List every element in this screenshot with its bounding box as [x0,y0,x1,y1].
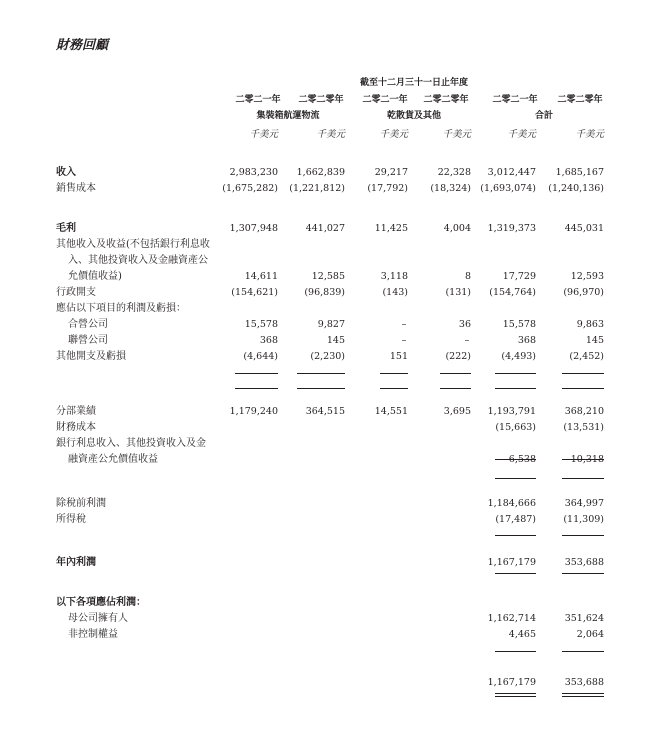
value-cell: 368 [517,335,536,346]
row-label: 除稅前利潤 [56,498,106,509]
value-cell: 1,179,240 [229,406,278,417]
sum-rule [562,478,604,479]
table-row [0,513,648,528]
value-cell: (15,663) [495,422,536,433]
value-cell: (4,493) [501,351,536,362]
table-row [0,676,648,691]
row-label: 所得稅 [56,514,86,525]
value-cell: (1,675,282) [222,183,278,194]
value-cell: 15,578 [244,319,278,330]
sum-rule [562,535,604,536]
row-label: 入、其他投資收入及金融資產公 [68,255,208,266]
table-row [0,254,648,269]
value-cell: (96,839) [304,287,345,298]
value-cell: 368,210 [564,406,604,417]
value-cell: 1,167,179 [487,557,536,568]
sum-rule [562,459,604,460]
value-cell: – [401,319,407,330]
table-row [0,302,648,317]
value-cell: 17,729 [502,271,536,282]
total-double-rule [495,693,536,697]
value-cell: 1,307,948 [229,223,278,234]
row-label: 融資產公允價值收益 [68,454,158,465]
value-cell: 11,425 [374,223,408,234]
value-cell: (17,792) [367,183,408,194]
value-cell: (4,644) [243,351,278,362]
table-row [0,437,648,452]
year-header: 二零二一年 [492,95,538,105]
row-label: 非控制權益 [68,629,118,640]
table-row [0,182,648,197]
value-cell: 441,027 [305,223,345,234]
year-header: 二零二一年 [362,95,408,105]
row-label: 分部業績 [56,406,96,417]
segment-header: 乾散貨及其他 [386,111,442,121]
segment-header: 集裝箱航運物流 [256,111,320,121]
row-label: 應佔以下項目的利潤及虧損： [56,303,186,314]
sum-rule [495,535,536,536]
value-cell: 10,318 [570,454,604,465]
sum-rule [495,651,536,652]
value-cell: 1,184,666 [487,498,536,509]
year-header: 二零二零年 [423,95,469,105]
year-header: 二零二一年 [235,95,281,105]
value-cell: 445,031 [564,223,604,234]
value-cell: 14,611 [244,271,278,282]
value-cell: (2,230) [310,351,345,362]
row-label: 收入 [56,167,76,178]
value-cell: (13,531) [563,422,604,433]
sum-rule [440,373,471,374]
value-cell: 15,578 [502,319,536,330]
value-cell: 145 [326,335,345,346]
value-cell: (1,693,074) [480,183,536,194]
value-cell: (11,309) [563,514,604,525]
value-cell: 14,551 [374,406,408,417]
row-label: 母公司擁有人 [68,613,128,624]
value-cell: 4,465 [508,629,536,640]
unit-label: 千美元 [442,129,471,140]
value-cell: 36 [458,319,471,330]
table-row [0,612,648,627]
value-cell: 12,593 [570,271,604,282]
value-cell: 1,193,791 [487,406,536,417]
row-label: 行政開支 [56,287,96,298]
value-cell: 364,997 [564,498,604,509]
value-cell: (18,324) [430,183,471,194]
unit-label: 千美元 [316,129,345,140]
table-row [0,334,648,349]
table-row [0,350,648,365]
unit-label: 千美元 [249,129,278,140]
table-row [0,238,648,253]
value-cell: (154,621) [231,287,278,298]
value-cell: – [401,335,407,346]
value-cell: 12,585 [311,271,345,282]
row-label: 合營公司 [68,319,108,330]
value-cell: 6,538 [508,454,536,465]
value-cell: 29,217 [374,167,408,178]
value-cell: 2,064 [576,629,604,640]
table-row [0,270,648,285]
table-row [0,166,648,181]
value-cell: 2,983,230 [229,167,278,178]
value-cell: 353,688 [564,557,604,568]
row-label: 年內利潤 [56,557,96,568]
value-cell: 9,827 [317,319,345,330]
value-cell: 364,515 [305,406,345,417]
value-cell: (131) [445,287,471,298]
total-double-rule [562,693,604,697]
value-cell: 1,662,839 [296,167,345,178]
table-row [0,556,648,571]
year-header: 二零二零年 [557,95,603,105]
value-cell: 1,162,714 [487,613,536,624]
sum-rule [562,373,604,374]
sum-rule [297,373,345,374]
segment-header: 合計 [534,111,554,121]
value-cell: 351,624 [564,613,604,624]
value-cell: (1,221,812) [289,183,345,194]
sum-rule [495,573,536,574]
sum-rule [235,373,278,374]
row-label: 允價值收益) [68,271,122,282]
value-cell: (2,452) [569,351,604,362]
row-label: 毛利 [56,223,76,234]
sum-rule [380,388,408,389]
value-cell: 3,118 [380,271,408,282]
sum-rule [562,651,604,652]
table-row [0,453,648,468]
year-header: 二零二零年 [298,95,344,105]
value-cell: 368 [259,335,278,346]
sum-rule [440,388,471,389]
table-row [0,405,648,420]
value-cell: 8 [464,271,471,282]
table-row [0,222,648,237]
sum-rule [562,388,604,389]
value-cell: 9,863 [576,319,604,330]
value-cell: 353,688 [564,677,604,688]
value-cell: 145 [585,335,604,346]
unit-label: 千美元 [507,129,536,140]
row-label: 其他收入及收益(不包括銀行利息收 [56,239,210,250]
value-cell: 1,685,167 [555,167,604,178]
value-cell: (222) [445,351,471,362]
unit-label: 千美元 [575,129,604,140]
sum-rule [235,388,278,389]
value-cell: (96,970) [563,287,604,298]
row-label: 聯營公司 [68,335,108,346]
table-row [0,628,648,643]
value-cell: 1,319,373 [487,223,536,234]
row-label: 銀行利息收入、其他投資收入及金 [56,438,206,449]
value-cell: (154,764) [489,287,536,298]
value-cell: (143) [382,287,408,298]
table-row [0,497,648,512]
row-label: 以下各項應佔利潤： [56,597,146,608]
value-cell: 3,012,447 [487,167,536,178]
sum-rule [297,388,345,389]
sum-rule [495,388,536,389]
sum-rule [380,373,408,374]
table-row [0,596,648,611]
value-cell: (17,487) [495,514,536,525]
value-cell: 4,004 [443,223,471,234]
sum-rule [562,573,604,574]
sum-rule [495,459,536,460]
sum-rule [495,478,536,479]
value-cell: – [464,335,470,346]
table-row [0,286,648,301]
period-header: 截至十二月三十一日止年度 [359,78,469,88]
value-cell: 151 [389,351,408,362]
row-label: 其他開支及虧損 [56,351,126,362]
value-cell: 1,167,179 [487,677,536,688]
value-cell: (1,240,136) [548,183,604,194]
page-title: 財務回顧 [56,38,109,53]
row-label: 財務成本 [56,422,96,433]
value-cell: 22,328 [437,167,471,178]
table-row [0,421,648,436]
sum-rule [495,373,536,374]
value-cell: 3,695 [443,406,471,417]
unit-label: 千美元 [379,129,408,140]
table-row [0,318,648,333]
row-label: 銷售成本 [56,183,96,194]
